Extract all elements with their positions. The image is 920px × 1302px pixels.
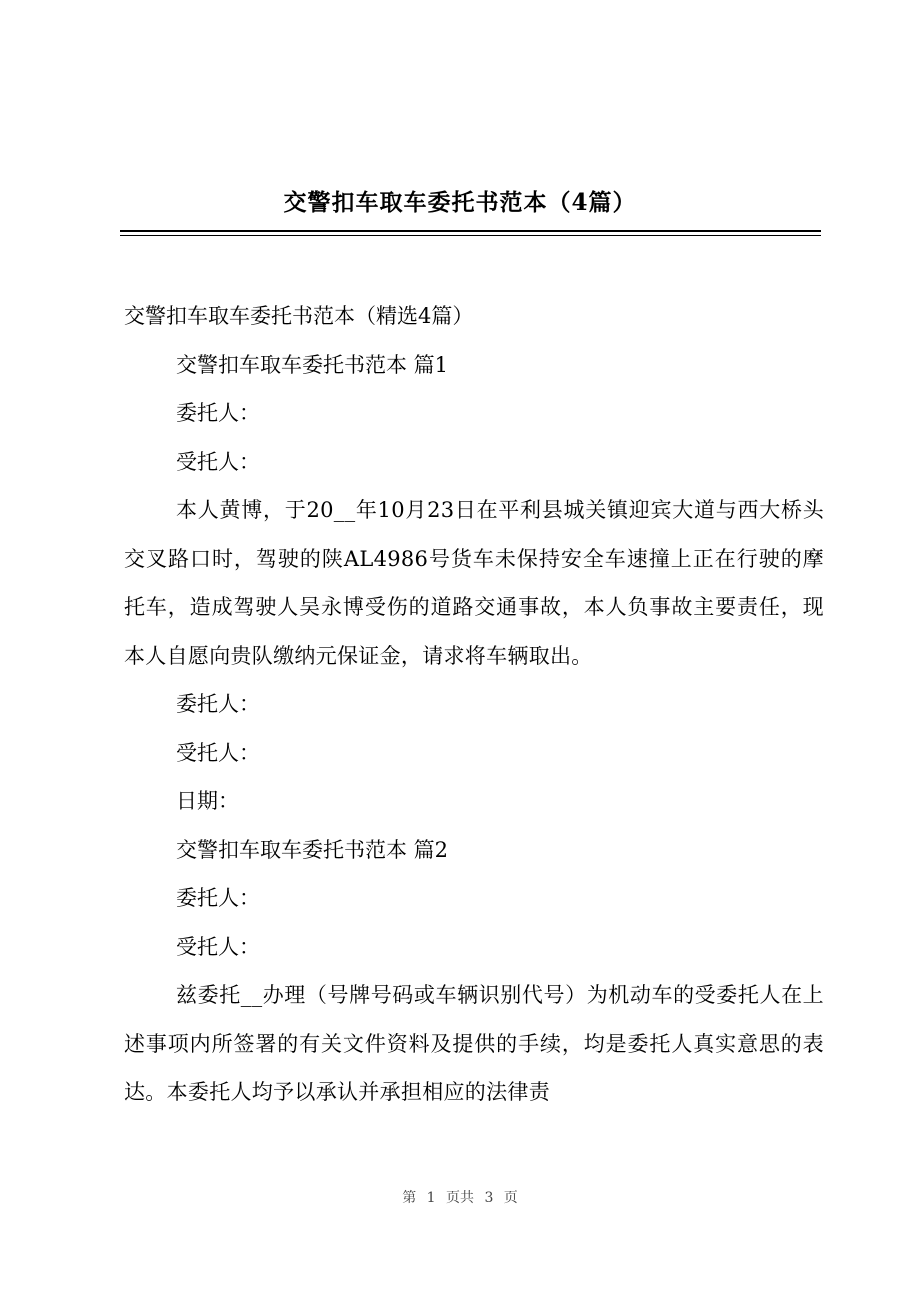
document-subtitle: 交警扣车取车委托书范本（精选4篇） — [124, 304, 474, 328]
title-rule-thick — [120, 230, 821, 232]
entrusted-party-signature: 受托人： — [176, 740, 260, 765]
document-body — [124, 292, 824, 1117]
page-footer: 第 1 页共 3 页 — [402, 1190, 518, 1206]
body-paragraph-1: 本人黄博，于20__年10月23日在平利县城关镇迎宾大道与西大桥头交叉路口时，驾驶的陕AL4986号货车未保持安全车速撞上正在行驶的摩托车，造成驾驶人吴永博受伤的道路交通事故，本人负事故主要责任，现本人自愿向贵队缴纳元保证金，请求将车辆取出。 — [124, 498, 824, 668]
entrusting-party-line: 委托人： — [176, 401, 260, 425]
page-title: 交警扣车取车委托书范本（4篇） — [283, 189, 637, 216]
title-rule-thin — [120, 235, 821, 236]
date-line: 日期： — [176, 789, 239, 813]
entrusting-party-line-2: 委托人： — [176, 886, 260, 910]
entrusting-party-signature: 委托人： — [176, 692, 260, 716]
section-heading-2: 交警扣车取车委托书范本 篇2 — [176, 837, 449, 862]
section-heading-1: 交警扣车取车委托书范本 篇1 — [176, 352, 449, 377]
entrusted-party-line-2: 受托人： — [176, 934, 260, 959]
entrusted-party-line: 受托人： — [176, 449, 260, 474]
body-paragraph-2: 兹委托__办理（号牌号码或车辆识别代号）为机动车的受委托人在上述事项内所签署的有关文件资料及提供的手续，均是委托人真实意思的表达。本委托人均予以承认并承担相应的法律责 — [124, 983, 824, 1104]
